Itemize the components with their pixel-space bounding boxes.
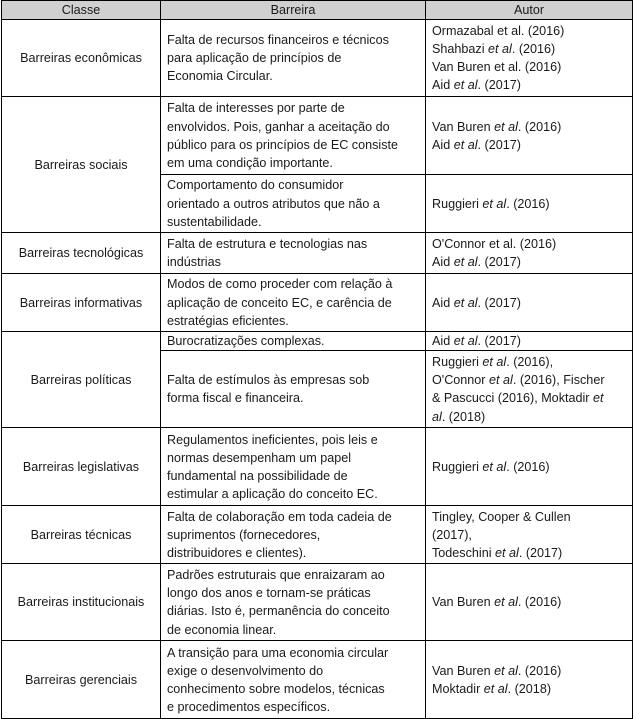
autor-cell: O'Connor et al. (2016) Aid et al. (2017): [426, 233, 633, 274]
barreira-cell: Falta de estrutura e tecnologias nas indústrias: [161, 233, 426, 274]
table-row: [2, 506, 633, 564]
barreira-cell: Padrões estruturais que enraizaram ao longo dos anos e tornam-se práticas diárias. Isto é, permanência do conceito de economia linear.: [161, 564, 426, 641]
autor-cell: Van Buren et al. (2016) Moktadir et al. (2018): [426, 641, 633, 719]
barreira-cell: Falta de colaboração em toda cadeia de suprimentos (fornecedores, distribuidores e clientes).: [161, 506, 426, 564]
autor-cell: Ruggieri et al. (2016): [426, 175, 633, 233]
header-classe: Classe: [2, 1, 161, 20]
header-row: [2, 1, 633, 20]
classe-cell: Barreiras legislativas: [2, 428, 161, 506]
barreira-cell: Comportamento do consumidor orientado a outros atributos que não a sustentabilidade.: [161, 175, 426, 233]
table-row: [2, 20, 633, 97]
table-row: [2, 97, 633, 175]
autor-cell: Van Buren et al. (2016) Aid et al. (2017): [426, 97, 633, 175]
table-row: [2, 274, 633, 332]
header-barreira: Barreira: [161, 1, 426, 20]
classe-cell: Barreiras informativas: [2, 274, 161, 332]
autor-cell: Tingley, Cooper & Cullen (2017), Todeschini et al. (2017): [426, 506, 633, 564]
table-row: [2, 233, 633, 274]
barreira-cell: A transição para uma economia circular exige o desenvolvimento do conhecimento sobre modelos, técnicas e procedimentos específicos.: [161, 641, 426, 719]
autor-cell: Ormazabal et al. (2016) Shahbazi et al. (2016) Van Buren et al. (2016) Aid et al. (2017): [426, 20, 633, 97]
barreira-cell: Burocratizações complexas.: [161, 332, 426, 351]
classe-cell: Barreiras políticas: [2, 332, 161, 428]
autor-cell: Aid et al. (2017): [426, 332, 633, 351]
autor-cell: Van Buren et al. (2016): [426, 564, 633, 641]
classe-cell: Barreiras econômicas: [2, 20, 161, 97]
table-row: [2, 641, 633, 719]
barriers-table: [1, 0, 633, 719]
table-row: [2, 428, 633, 506]
classe-cell: Barreiras técnicas: [2, 506, 161, 564]
autor-cell: Ruggieri et al. (2016): [426, 428, 633, 506]
autor-cell: Ruggieri et al. (2016), O'Connor et al. (2016), Fischer & Pascucci (2016), Moktadir et al. (2018): [426, 351, 633, 428]
barreira-cell: Falta de recursos financeiros e técnicos para aplicação de princípios de Economia Circular.: [161, 20, 426, 97]
table-row: [2, 332, 633, 351]
autor-cell: Aid et al. (2017): [426, 274, 633, 332]
classe-cell: Barreiras gerenciais: [2, 641, 161, 719]
barreira-cell: Falta de interesses por parte de envolvidos. Pois, ganhar a aceitação do público para os princípios de EC consiste em uma condição importante.: [161, 97, 426, 175]
classe-cell: Barreiras institucionais: [2, 564, 161, 641]
classe-cell: Barreiras tecnológicas: [2, 233, 161, 274]
barreira-cell: Falta de estímulos às empresas sob forma fiscal e financeira.: [161, 351, 426, 428]
header-autor: Autor: [426, 1, 633, 20]
table-row: [2, 564, 633, 641]
classe-cell: Barreiras sociais: [2, 97, 161, 233]
barreira-cell: Modos de como proceder com relação à aplicação de conceito EC, e carência de estratégias eficientes.: [161, 274, 426, 332]
barreira-cell: Regulamentos ineficientes, pois leis e normas desempenham um papel fundamental na possibilidade de estimular a aplicação do conceito EC.: [161, 428, 426, 506]
